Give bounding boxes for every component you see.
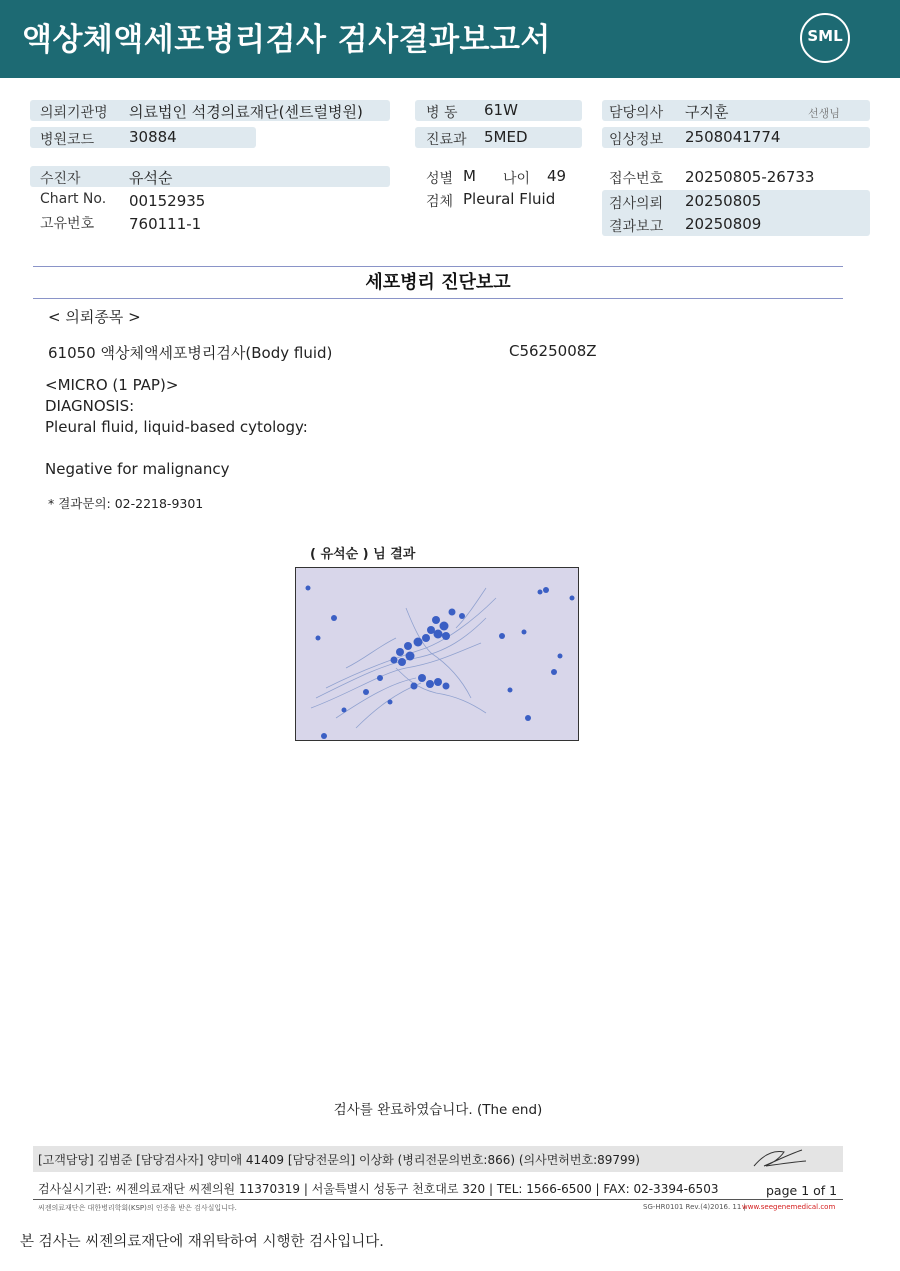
institution-value: 의료법인 석경의료재단(센트럴병원) [129, 103, 363, 121]
age-label: 나이 [503, 171, 531, 187]
receipt-label: 접수번호 [609, 171, 664, 187]
hospital-code-label: 병원코드 [40, 132, 95, 148]
specimen-value: Pleural Fluid [463, 190, 556, 208]
report-label: 결과보고 [609, 219, 664, 235]
result-micro: <MICRO (1 PAP)> [45, 376, 179, 394]
outsourcing-note: 본 검사는 씨젠의료재단에 재위탁하여 시행한 검사입니다. [20, 1234, 384, 1250]
chart-value: 00152935 [129, 192, 206, 210]
report-value: 20250809 [685, 215, 762, 233]
request-value: 20250805 [685, 192, 762, 210]
footer-page: page 1 of 1 [766, 1183, 838, 1198]
patient-value: 유석순 [129, 169, 173, 187]
request-label: 검사의뢰 [609, 196, 664, 212]
clinical-value: 2508041774 [685, 128, 781, 146]
footer-lab: 검사실시기관: 씨젠의료재단 씨젠의원 11370319 | 서울특별시 성동구 천호대로 320 | TEL: 1566-6500 | FAX: 02-3394-6503 [38, 1182, 719, 1196]
doctor-label: 담당의사 [609, 105, 664, 121]
footer-staff: [고객담당] 김범준 [담당검사자] 양미애 41409 [담당전문의] 이상화 (병리전문의번호:866) (의사면허번호:89799) [38, 1153, 640, 1167]
signature-mark [750, 1146, 810, 1172]
footer-website[interactable]: www.seegenemedical.com [742, 1203, 836, 1211]
ward-value: 61W [484, 101, 518, 119]
result-contact: * 결과문의: 02-2218-9301 [48, 496, 204, 511]
doctor-suffix: 선생님 [808, 107, 840, 120]
footer-form: SG-HR0101 Rev.(4)2016. 11 | [643, 1203, 746, 1211]
clinical-label: 임상정보 [609, 132, 664, 148]
report-title: 액상체액세포병리검사 검사결과보고서 [22, 22, 551, 58]
cytology-image [295, 567, 579, 741]
info-bar-patient [30, 166, 390, 187]
result-diagnosis-label: DIAGNOSIS: [45, 397, 135, 415]
patient-label: 수진자 [40, 171, 81, 187]
dept-value: 5MED [484, 128, 528, 146]
end-text: 검사를 완료하였습니다. (The end) [333, 1102, 543, 1118]
footer-cert: 씨젠의료재단은 대한병리학회(KSP)의 인증을 받은 검사실입니다. [38, 1204, 237, 1212]
order-code: C5625008Z [509, 342, 597, 360]
hospital-code-value: 30884 [129, 128, 177, 146]
section-title: 세포병리 진단보고 [365, 272, 511, 293]
ward-label: 병 동 [426, 105, 458, 121]
chart-label: Chart No. [40, 191, 107, 207]
result-specimen-line: Pleural fluid, liquid-based cytology: [45, 418, 308, 436]
id-value: 760111-1 [129, 215, 202, 233]
footer-divider [33, 1199, 843, 1200]
result-diagnosis: Negative for malignancy [45, 460, 230, 478]
order-item: 61050 액상체액세포병리검사(Body fluid) [48, 344, 333, 362]
order-heading: < 의뢰종목 > [48, 308, 141, 326]
specimen-label: 검체 [426, 194, 454, 210]
sex-value: M [463, 167, 476, 185]
sex-label: 성별 [426, 171, 454, 187]
sml-logo-text: SML [807, 27, 843, 45]
doctor-value: 구지훈 [685, 103, 729, 121]
photo-caption: ( 유석순 ) 님 결과 [310, 547, 416, 562]
institution-label: 의뢰기관명 [40, 105, 108, 121]
dept-label: 진료과 [426, 132, 467, 148]
receipt-value: 20250805-26733 [685, 168, 815, 186]
age-value: 49 [547, 167, 567, 185]
divider-top [33, 266, 843, 267]
cytology-micrograph [296, 568, 579, 741]
id-label: 고유번호 [40, 216, 95, 232]
divider-bottom [33, 298, 843, 299]
